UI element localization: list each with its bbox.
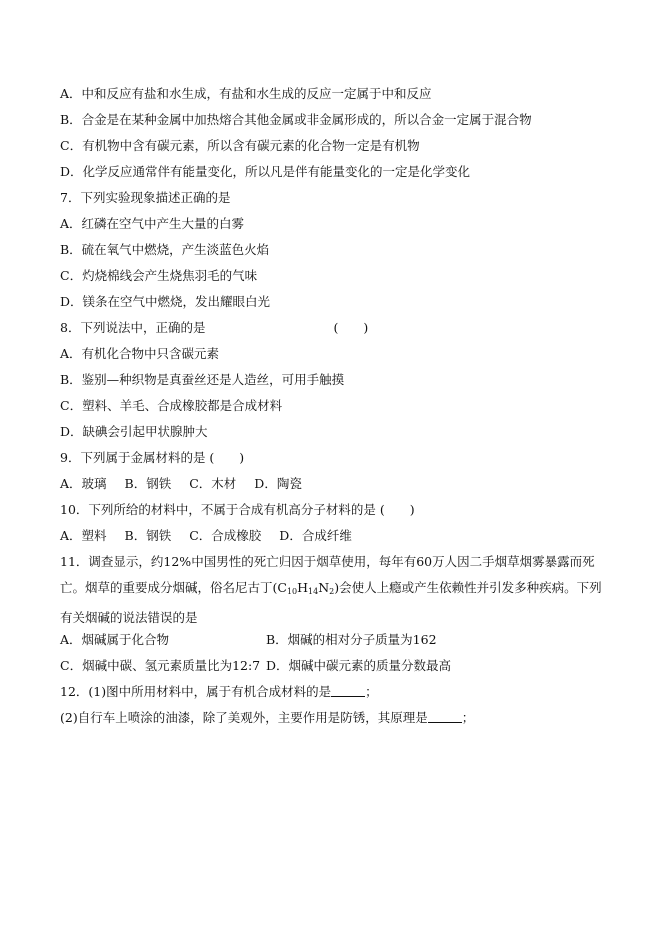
q11-option-d: D．烟碱中碳元素的质量分数最高 xyxy=(266,658,452,673)
q12-part1-text: 12．(1)图中所用材料中，属于有机合成材料的是 xyxy=(60,684,332,699)
q8-answer-paren: ( ) xyxy=(333,320,369,335)
q10-stem: 10．下列所给的材料中，不属于合成有机高分子材料的是 ( ) xyxy=(60,502,415,517)
q6-option-a: A．中和反应有盐和水生成，有盐和水生成的反应一定属于中和反应 xyxy=(60,86,432,101)
q10-option-c: C．合成橡胶 xyxy=(189,528,262,543)
q12-answer-blank-2[interactable] xyxy=(428,710,462,723)
q12-part1 xyxy=(60,684,378,700)
q12-part2-end: ； xyxy=(461,710,475,725)
q9-option-a: A．玻璃 xyxy=(60,476,107,491)
q11-options-row2 xyxy=(60,658,451,674)
q8-option-d: D．缺碘会引起甲状腺肿大 xyxy=(60,424,208,439)
q8-option-b: B．鉴别—种织物是真蚕丝还是人造丝，可用手触摸 xyxy=(60,372,345,387)
q8-stem-line xyxy=(60,320,368,336)
q12-part2 xyxy=(60,710,474,726)
q8-option-c: C．塑料、羊毛、合成橡胶都是合成材料 xyxy=(60,398,283,413)
q7-option-b: B．硫在氧气中燃烧，产生淡蓝色火焰 xyxy=(60,242,270,257)
q8-stem: 8．下列说法中，正确的是 xyxy=(60,320,206,335)
q11-stem-part1: 11．调查显示，约12%中国男性的死亡归因于烟草使用，每年有60万人因二手烟草烟雾暴露而死亡。烟草的重要成分烟碱，俗名尼古丁(C xyxy=(60,554,595,595)
q11-subscript-c: 10 xyxy=(286,587,298,596)
q9-option-d: D．陶瓷 xyxy=(254,476,302,491)
q9-options xyxy=(60,476,302,492)
q12-part2-text: (2)自行车上喷涂的油漆，除了美观外，主要作用是防锈，其原理是 xyxy=(60,710,428,725)
q9-stem: 9．下列属于金属材料的是 ( ) xyxy=(60,450,245,465)
q11-stem-part2: )会使人上瘾或产生依赖性并引发多种疾病。下列有关烟碱的说法错误的是 xyxy=(60,580,602,625)
q10-option-b: B．钢铁 xyxy=(124,528,172,543)
q7-option-c: C．灼烧棉线会产生烧焦羽毛的气味 xyxy=(60,268,258,283)
q7-option-d: D．镁条在空气中燃烧，发出耀眼白光 xyxy=(60,294,271,309)
q11-stem xyxy=(60,549,608,631)
q11-subscript-h: 14 xyxy=(308,587,319,596)
q7-option-a: A．红磷在空气中产生大量的白雾 xyxy=(60,216,245,231)
q7-stem: 7．下列实验现象描述正确的是 xyxy=(60,190,231,205)
q6-option-b: B．合金是在某种金属中加热熔合其他金属或非金属形成的，所以合金一定属于混合物 xyxy=(60,112,532,127)
q6-option-d: D．化学反应通常伴有能量变化，所以凡是伴有能量变化的一定是化学变化 xyxy=(60,164,471,179)
q11-formula-h: H xyxy=(297,580,309,595)
q9-option-c: C．木材 xyxy=(189,476,237,491)
q12-part1-end: ； xyxy=(365,684,378,699)
q8-option-a: A．有机化合物中只含碳元素 xyxy=(60,346,220,361)
q12-answer-blank-1[interactable] xyxy=(331,684,365,697)
q6-option-c: C．有机物中含有碳元素，所以含有碳元素的化合物一定是有机物 xyxy=(60,138,420,153)
q11-option-a: A．烟碱属于化合物 xyxy=(60,632,170,647)
q11-option-c: C．烟碱中碳、氢元素质量比为12:7 xyxy=(60,658,261,673)
q11-subscript-n: 2 xyxy=(329,587,335,596)
q11-formula-n: N xyxy=(318,580,330,595)
q10-option-a: A．塑料 xyxy=(60,528,107,543)
q10-options xyxy=(60,528,352,544)
q11-options-row1 xyxy=(60,632,437,648)
q9-option-b: B．钢铁 xyxy=(124,476,172,491)
q10-option-d: D．合成纤维 xyxy=(279,528,352,543)
q11-option-b: B．烟碱的相对分子质量为162 xyxy=(266,632,437,647)
